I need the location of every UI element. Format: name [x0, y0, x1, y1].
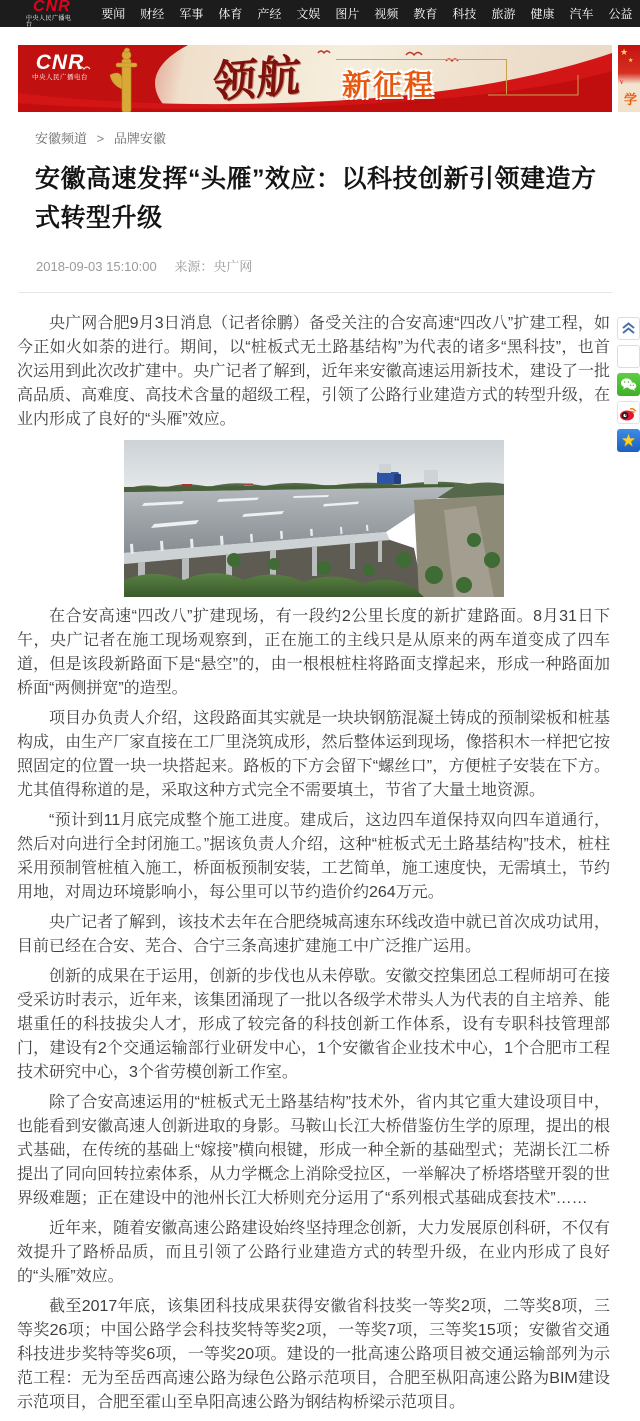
article-photo-highway [124, 440, 504, 597]
nav-item-keji[interactable]: 科技 [452, 7, 477, 21]
article-paragraph: 近年来，随着安徽高速公路建设始终坚持理念创新，大力发展原创科研，不仅有效提升了路桥品质，而且引领了公路行业建造方式的转型升级，在业内形成了良好的“头雁”效应。 [17, 1220, 610, 1285]
breadcrumb-section[interactable]: 品牌安徽 [113, 131, 166, 146]
nav-item-chanjing[interactable]: 产经 [257, 7, 282, 21]
cnr-logo[interactable] [26, 0, 78, 28]
nav-item-tiyu[interactable]: 体育 [218, 7, 243, 21]
article-paragraph: 在合安高速“四改八”扩建现场，有一段约2公里长度的新扩建路面。8月31日下午，央广记者在施工现场观察到，正在施工的主线只是从原来的两车道变成了四车道，但是该段新路面下是“悬空”的，由一根根桩柱将路面支撑起来，形成一种路面加桥面“两侧拼宽”的造型。 [17, 608, 610, 697]
nav-item-tupian[interactable]: 图片 [335, 7, 360, 21]
wechat-share-button[interactable] [617, 373, 640, 396]
nav-item-caijing[interactable]: 财经 [140, 7, 165, 21]
nav-item-gongyi[interactable]: 公益 [608, 7, 633, 21]
top-nav-links [94, 5, 640, 22]
breadcrumb [35, 128, 166, 147]
chevron-up-icon [621, 322, 636, 335]
wechat-icon [620, 377, 637, 392]
nav-item-wenyu[interactable]: 文娱 [296, 7, 321, 21]
campaign-banner[interactable] [18, 45, 612, 112]
nav-item-yaowen[interactable]: 要闻 [101, 7, 126, 21]
back-to-top-button[interactable] [617, 317, 640, 340]
header-divider [18, 292, 612, 293]
weibo-share-button[interactable] [617, 401, 640, 424]
side-banner-partial[interactable] [618, 45, 640, 112]
article-paragraph: 创新的成果在于运用，创新的步伐也从未停歇。安徽交控集团总工程师胡可在接受采访时表示，近年来，该集团涌现了一批以各级学术带头人为代表的自主培养、能堪重任的科技拔尖人才，形成了较完备的科技创新工作体系，设有专职科技管理部门，建设有2个交通运输部行业研发中心，1个安徽省企业技术中心，1个合肥市工程技术研究中心，3个省劳模创新工作室。 [17, 968, 610, 1081]
nav-item-jiankang[interactable]: 健康 [530, 7, 555, 21]
article-paragraph: 截至2017年底，该集团科技成果获得安徽省科技奖一等奖2项，二等奖8项，三等奖26项；中国公路学会科技奖特等奖2项，一等奖7项，三等奖15项；安徽省交通科技进步奖特等奖6项，一等奖20项。建设的一批高速公路项目被交通运输部列为示范工程：无为至岳西高速公路为绿色公路示范项目，合肥至枞阳高速公路为BIM建设示范项目，合肥至霍山至阜阳高速公路为钢结构桥梁示范项目。 [17, 1298, 610, 1411]
article-source: 来源：央广网 [174, 259, 253, 274]
share-placeholder-button[interactable] [617, 345, 640, 368]
flag-star-icon: ★ [628, 58, 634, 64]
article-title: 安徽高速发挥“头雁”效应：以科技创新引领建造方式转型升级 [35, 165, 597, 232]
bird-icon: ᥎ [620, 77, 624, 86]
article-paragraph: 除了合安高速运用的“桩板式无土路基结构”技术外，省内其它重大建设项目中，也能看到安徽高速人创新进取的身影。马鞍山长江大桥借鉴仿生学的原理，提出的根式基础，在传统的基础上“嫁接”横向根键，形成一种全新的基础型式；芜湖长江二桥提出了同向回转拉索体系，从力学概念上消除受拉区，一举解决了桥塔塔壁开裂的世界级难题；正在建设中的池州长江大桥则充分运用了“系列根式基础成套技术”…… [17, 1094, 610, 1207]
banner-cnr-logo [32, 52, 88, 82]
breadcrumb-separator: > [96, 131, 105, 146]
qzone-star-icon: ★ [620, 431, 637, 450]
article-body [17, 306, 610, 1421]
article-paragraph-lead: 央广网合肥9月3日消息（记者徐鹏）备受关注的合安高速“四改八”扩建工程，如今正如火如荼的进行。期间，以“桩板式无土路基结构”为代表的诸多“黑科技”，也首次运用到此次改扩建中。央广记者了解到，近年来安徽高速运用新技术，建设了一批高品质、高难度、高技术含量的超级工程，引领了公路行业建造方式的转型升级，在业内形成了良好的“头雁”效应。 [17, 315, 610, 428]
nav-item-junshi[interactable]: 军事 [179, 7, 204, 21]
article-paragraph: “预计到11月底完成整个施工进度。建成后，这边四车道保持双向四车道通行，然后对向进行全封闭施工。”据该负责人介绍，这种“桩板式无土路基结构”技术，桩柱采用预制管桩植入施工，桥面板预制安装，工艺简单，施工速度快，无需填土，节约用地，对周边环境影响小，每公里可以节约造价约264万元。 [17, 812, 610, 901]
side-banner-char: 学 [624, 92, 638, 107]
banner-cnr-text: CNR [35, 51, 85, 74]
weibo-icon [619, 405, 638, 421]
article-paragraph: 央广记者了解到，该技术去年在合肥绕城高速东环线改造中就已首次成功试用，目前已经在合安、芜合、合宁三条高速扩建施工中广泛推广运用。 [17, 914, 610, 955]
top-navbar [0, 0, 640, 27]
banner-cnr-subtext: 中央人民广播电台 [32, 74, 88, 81]
flag-star-icon: ★ [620, 47, 629, 57]
article-meta [36, 256, 252, 275]
nav-item-jiaoyu[interactable]: 教育 [413, 7, 438, 21]
nav-item-lvyou[interactable]: 旅游 [491, 7, 516, 21]
qzone-share-button[interactable] [617, 429, 640, 452]
nav-item-shipin[interactable]: 视频 [374, 7, 399, 21]
banner-ribbon-graphic [18, 45, 612, 112]
cnr-logo-subtext: 中央人民广播电台 [26, 16, 72, 28]
nav-item-qiche[interactable]: 汽车 [569, 7, 594, 21]
banner-slogan-xinzhengcheng: 新征程 [342, 70, 436, 102]
breadcrumb-channel[interactable]: 安徽频道 [35, 131, 88, 146]
cnr-logo-text: CNR [33, 0, 71, 15]
publish-date: 2018-09-03 15:10:00 [36, 259, 157, 274]
banner-slogan-linghang: 领航 [211, 49, 302, 110]
article-paragraph: 项目办负责人介绍，这段路面其实就是一块块钢筋混凝土铸成的预制梁板和桩基构成，由生产厂家直接在工厂里浇筑成形，然后整体运到现场，像搭积木一样把它按照固定的位置一块一块搭起来。路板的下方会留下“螺丝口”，方便桩子安装在下方。尤其值得称道的是，采取这种方式完全不需要填土，节省了大量土地资源。 [17, 710, 610, 799]
floating-share-bar [617, 317, 640, 457]
